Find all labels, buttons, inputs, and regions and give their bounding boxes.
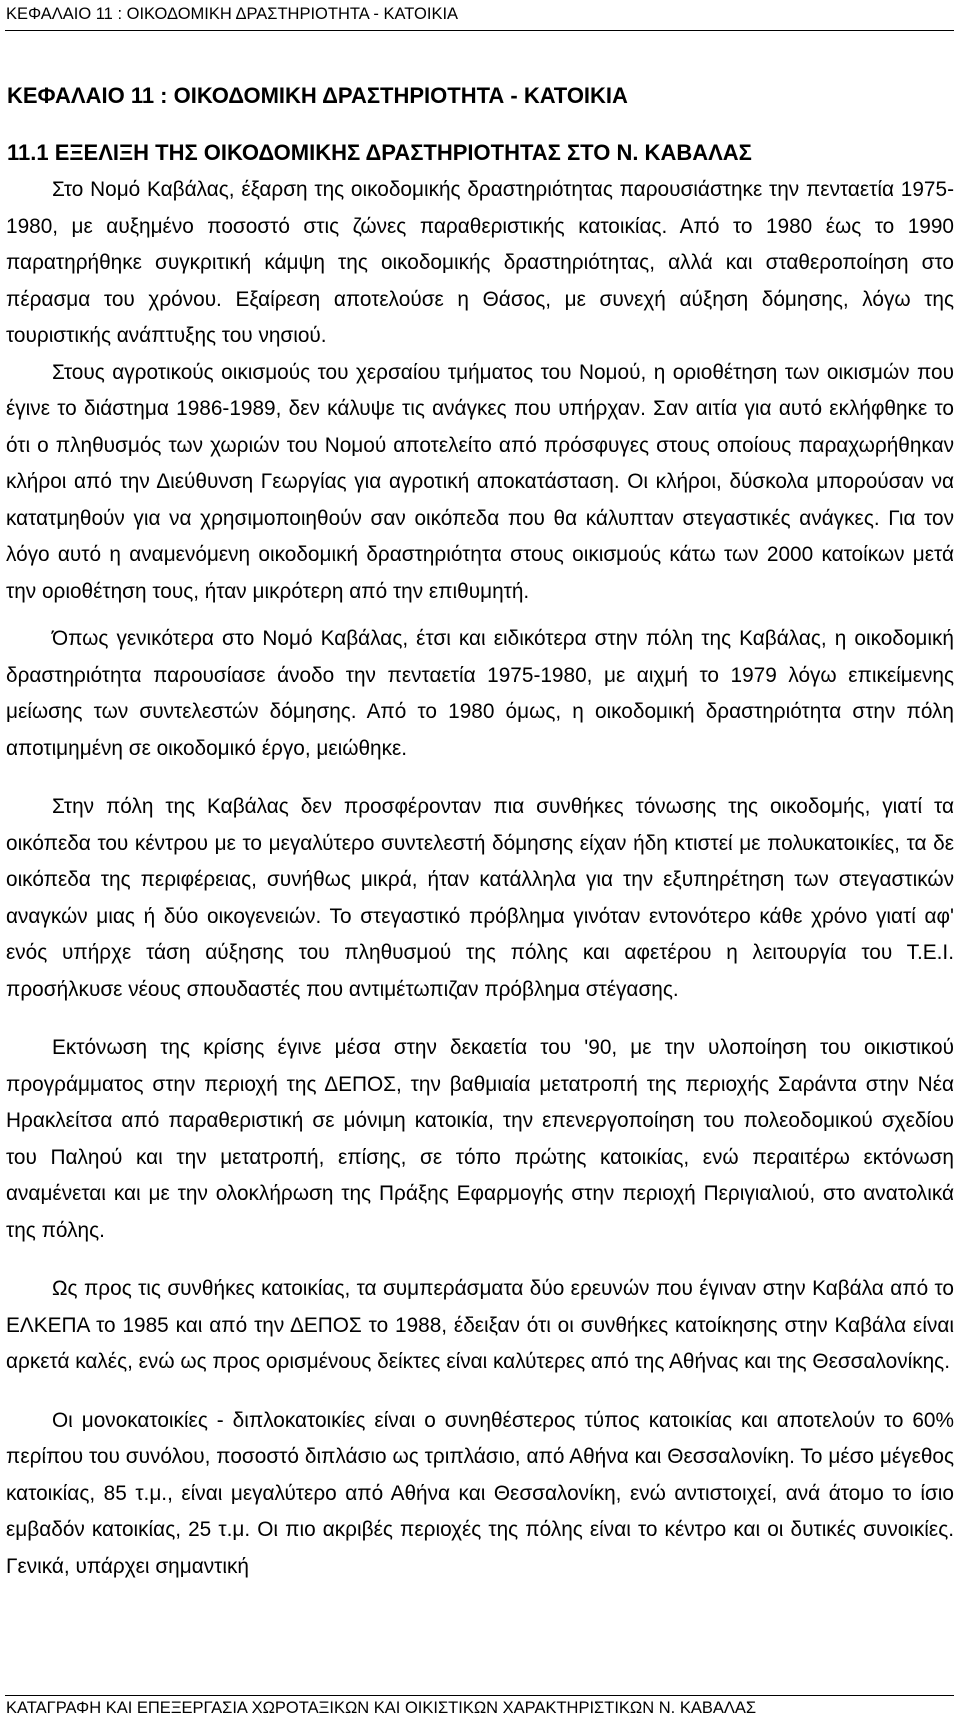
paragraph-3: Όπως γενικότερα στο Νομό Καβάλας, έτσι και ειδικότερα στην πόλη της Καβάλας, η οικοδομική δραστηριότητα παρουσίασε άνοδο την πενταετία 1975-1980, με αιχμή το 1979 λόγω επικείμενης μείωσης των συντελεστών δόμησης. Από το 1980 όμως, η οικοδομική δραστηριότητα στην πόλη αποτιμημένη σε οικοδομικό έργο, μειώθηκε. <box>6 627 954 760</box>
section-title: 11.1 ΕΞΕΛΙΞΗ ΤΗΣ ΟΙΚΟΔΟΜΙΚΗΣ ΔΡΑΣΤΗΡΙΟΤΗΤΑΣ ΣΤΟ Ν. ΚΑΒΑΛΑΣ <box>7 140 752 165</box>
running-footer: ΚΑΤΑΓΡΑΦΗ ΚΑΙ ΕΠΕΞΕΡΓΑΣΙΑ ΧΩΡΟΤΑΞΙΚΩΝ ΚΑΙ ΟΙΚΙΣΤΙΚΩΝ ΧΑΡΑΚΤΗΡΙΣΤΙΚΩΝ Ν. ΚΑΒΑΛΑΣ <box>6 1699 757 1717</box>
paragraph-1: Στο Νομό Καβάλας, έξαρση της οικοδομικής δραστηριότητας παρουσιάστηκε την πενταετία 1975-1980, με αυξημένο ποσοστό στις ζώνες παραθεριστικής κατοικίας. Από το 1980 έως το 1990 παρατηρήθηκε συγκριτική κάμψη της οικοδομικής δραστηριότητας, αλλά και σταθεροποίηση στο πέρασμα του χρόνου. Εξαίρεση αποτελούσε η Θάσος, με συνεχή αύξηση δόμησης, λόγω της τουριστικής ανάπτυξης του νησιού. <box>6 178 954 347</box>
running-header: ΚΕΦΑΛΑΙΟ 11 : ΟΙΚΟΔΟΜΙΚΗ ΔΡΑΣΤΗΡΙΟΤΗΤΑ - ΚΑΤΟΙΚΙΑ <box>6 5 459 23</box>
paragraph-7: Οι μονοκατοικίες - διπλοκατοικίες είναι ο συνηθέστερος τύπος κατοικίας και αποτελούν το 60% περίπου του συνόλου, ποσοστό διπλάσιο ως τριπλάσιο, από Αθήνα και Θεσσαλονίκη. Το μέσο μέγεθος κατοικίας, 85 τ.μ., είναι μεγαλύτερο από Αθήνα και Θεσσαλονίκη, ενώ αντιστοιχεί, ανά άτομο το ίσιο εμβαδόν κατοικίας, 25 τ.μ. Οι πιο ακριβές περιοχές της πόλης είναι το κέντρο και οι δυτικές συνοικίες. Γενικά, υπάρχει σημαντική <box>6 1408 954 1578</box>
header-rule <box>5 30 954 31</box>
paragraph-2: Στους αγροτικούς οικισμούς του χερσαίου τμήματος του Νομού, η οριοθέτηση των οικισμών που έγινε το διάστημα 1986-1989, δεν κάλυψε τις ανάγκες που υπήρχαν. Σαν αιτία για αυτό εκλήφθηκε το ότι ο πληθυσμός των χωριών του Νομού αποτελείτο από πρόσφυγες στους οποίους παραχωρήθηκαν κλήροι από την Διεύθυνση Γεωργίας για αγροτική αποκατάσταση. Οι κλήροι, δύσκολα μπορούσαν να κατατμηθούν για να χρησιμοποιηθούν σαν οικόπεδα που θα κάλυπταν στεγαστικές ανάγκες. Για τον λόγο αυτό η αναμενόμενη οικοδομική δραστηριότητα στους οικισμούς κάτω των 2000 κατοίκων μετά την οριοθέτηση τους, ήταν μικρότερη από την επιθυμητή. <box>6 360 954 603</box>
chapter-title: ΚΕΦΑΛΑΙΟ 11 : ΟΙΚΟΔΟΜΙΚΗ ΔΡΑΣΤΗΡΙΟΤΗΤΑ - ΚΑΤΟΙΚΙΑ <box>7 83 628 108</box>
footer-rule <box>5 1695 954 1696</box>
paragraph-6: Ως προς τις συνθήκες κατοικίας, τα συμπεράσματα δύο ερευνών που έγιναν στην Καβάλα από το ΕΛΚΕΠΑ το 1985 και από την ΔΕΠΟΣ το 1988, έδειξαν ότι οι συνθήκες κατοίκησης στην Καβάλα είναι αρκετά καλές, ενώ ως προς ορισμένους δείκτες είναι καλύτερες από της Αθήνας και της Θεσσαλονίκης. <box>6 1277 954 1373</box>
paragraph-5: Εκτόνωση της κρίσης έγινε μέσα στην δεκαετία του '90, με την υλοποίηση του οικιστικού προγράμματος στην περιοχή της ΔΕΠΟΣ, την βαθμιαία μετατροπή της περιοχής Σαράντα στην Νέα Ηρακλείτσα από παραθεριστική σε μόνιμη κατοικία, την επενεργοποίηση του πολεοδομικού σχεδίου του Παληού και την μετατροπή, επίσης, σε τόπο πρώτης κατοικίας, ενώ περαιτέρω εκτόνωση αναμένεται και με την ολοκλήρωση της Πράξης Εφαρμογής στην περιοχή Περιγιαλιού, στο ανατολικά της πόλης. <box>6 1036 954 1242</box>
paragraph-4: Στην πόλη της Καβάλας δεν προσφέρονταν πια συνθήκες τόνωσης της οικοδομής, γιατί τα οικόπεδα του κέντρου με το μεγαλύτερο συντελεστή δόμησης είχαν ήδη κτιστεί με πολυκατοικίες, τα δε οικόπεδα της περιφέρειας, συνήθως μικρά, ήταν κατάλληλα για την εξυπηρέτηση των στεγαστικών αναγκών μιας ή δύο οικογενειών. Το στεγαστικό πρόβλημα γινόταν εντονότερο κάθε χρόνο γιατί αφ' ενός υπήρχε τάση αύξησης του πληθυσμού της πόλης και αφετέρου η λειτουργία του Τ.Ε.Ι. προσήλκυσε νέους σπουδαστές που αντιμέτωπιζαν πρόβλημα στέγασης. <box>6 795 954 1001</box>
body-text <box>6 172 954 1596</box>
